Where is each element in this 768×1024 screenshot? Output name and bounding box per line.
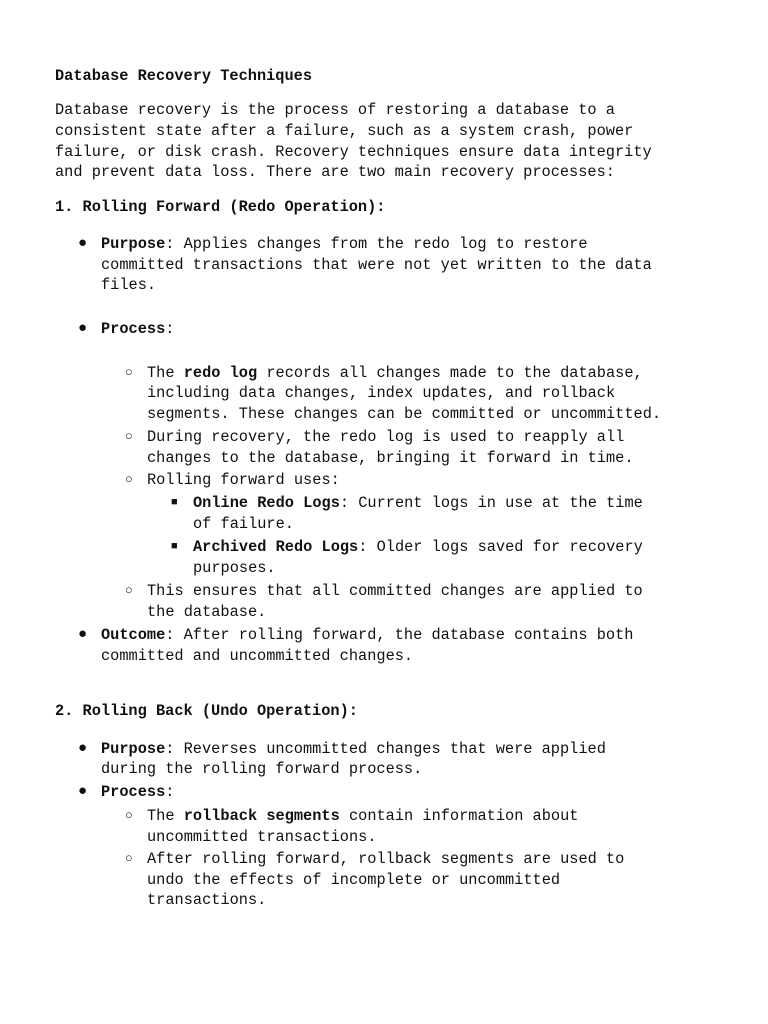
process-colon: :	[165, 783, 175, 801]
purpose-label: Purpose	[101, 235, 166, 253]
intro-line: failure, or disk crash. Recovery techniques ensure data integrity	[55, 143, 652, 161]
sub-item-line	[147, 806, 578, 826]
intro-line: and prevent data loss. There are two main recovery processes:	[55, 163, 615, 181]
archived-redo-line: purposes.	[193, 559, 276, 577]
circle-bullet-icon: ○	[125, 583, 133, 598]
online-redo-line: of failure.	[193, 515, 294, 533]
sub-item-line: uncommitted transactions.	[147, 828, 377, 846]
purpose-line: files.	[101, 276, 157, 294]
online-redo-text: : Current logs in use at the time	[339, 494, 643, 512]
sub-item-post: contain information about	[339, 807, 579, 825]
sub-item-line	[147, 363, 643, 383]
purpose-line	[101, 234, 588, 254]
outcome-line	[101, 625, 633, 645]
sub-item-post: records all changes made to the database,	[257, 364, 643, 382]
outcome-line: committed and uncommitted changes.	[101, 647, 414, 665]
square-bullet-icon: ■	[171, 541, 178, 553]
sub-item-line: During recovery, the redo log is used to reapply all	[147, 428, 625, 446]
process-colon: :	[165, 320, 175, 338]
sub-item-line: transactions.	[147, 891, 267, 909]
process-label: Process	[101, 320, 166, 338]
sub-item-line: After rolling forward, rollback segments are used to	[147, 850, 625, 868]
section-heading-rolling-back: 2. Rolling Back (Undo Operation):	[55, 702, 358, 720]
sub-item-pre: The	[147, 807, 184, 825]
intro-line: consistent state after a failure, such as a system crash, power	[55, 122, 634, 140]
sub-item-line: This ensures that all committed changes are applied to	[147, 582, 643, 600]
online-redo-label: Online Redo Logs	[193, 494, 340, 512]
intro-line: Database recovery is the process of restoring a database to a	[55, 101, 615, 119]
purpose-label: Purpose	[101, 740, 166, 758]
process-line	[101, 319, 174, 339]
archived-redo-line	[193, 537, 643, 557]
purpose-line	[101, 739, 606, 759]
archived-redo-text: : Older logs saved for recovery	[358, 538, 643, 556]
disc-bullet-icon: ●	[78, 626, 88, 643]
sub-item-line: including data changes, index updates, and rollback	[147, 384, 616, 402]
circle-bullet-icon: ○	[125, 365, 133, 380]
sub-item-line: undo the effects of incomplete or uncommitted	[147, 871, 561, 889]
purpose-line: committed transactions that were not yet written to the data	[101, 256, 652, 274]
redo-log-term: redo log	[183, 364, 258, 382]
purpose-text: : Applies changes from the redo log to restore	[165, 235, 588, 253]
square-bullet-icon: ■	[171, 497, 178, 509]
sub-item-pre: The	[147, 364, 184, 382]
sub-item-line: Rolling forward uses:	[147, 471, 340, 489]
circle-bullet-icon: ○	[125, 808, 133, 823]
disc-bullet-icon: ●	[78, 783, 88, 800]
outcome-text: : After rolling forward, the database contains both	[165, 626, 634, 644]
sub-item-line: changes to the database, bringing it forward in time.	[147, 449, 634, 467]
disc-bullet-icon: ●	[78, 740, 88, 757]
section-heading-rolling-forward: 1. Rolling Forward (Redo Operation):	[55, 198, 386, 216]
process-label: Process	[101, 783, 166, 801]
sub-item-line: segments. These changes can be committed or uncommitted.	[147, 405, 662, 423]
circle-bullet-icon: ○	[125, 429, 133, 444]
document-title: Database Recovery Techniques	[55, 67, 313, 85]
archived-redo-label: Archived Redo Logs	[193, 538, 359, 556]
online-redo-line	[193, 493, 643, 513]
process-line	[101, 782, 174, 802]
circle-bullet-icon: ○	[125, 851, 133, 866]
sub-item-line: the database.	[147, 603, 267, 621]
rollback-segments-term: rollback segments	[183, 807, 340, 825]
outcome-label: Outcome	[101, 626, 166, 644]
purpose-text: : Reverses uncommitted changes that were applied	[165, 740, 606, 758]
purpose-line: during the rolling forward process.	[101, 760, 423, 778]
disc-bullet-icon: ●	[78, 320, 88, 337]
disc-bullet-icon: ●	[78, 235, 88, 252]
circle-bullet-icon: ○	[125, 472, 133, 487]
